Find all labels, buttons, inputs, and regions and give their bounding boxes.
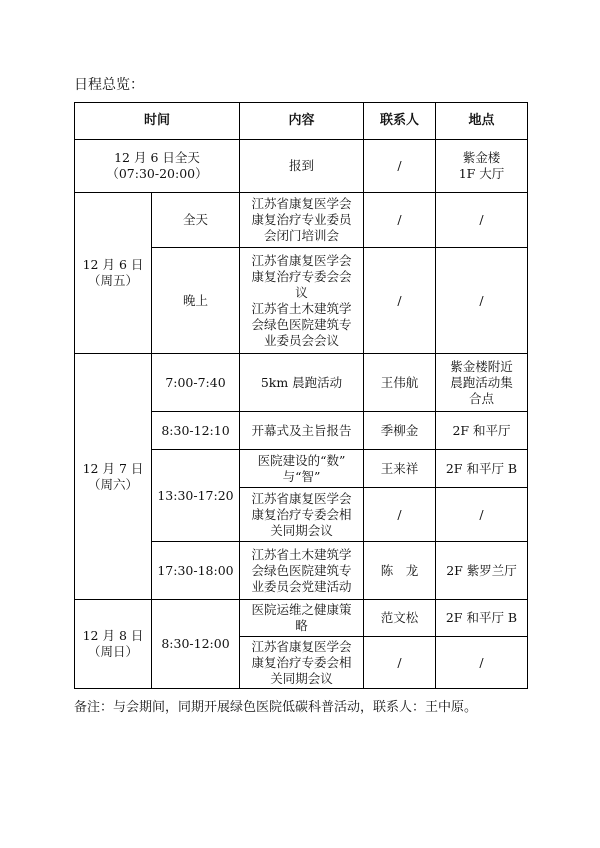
content-line: 会闭门培训会 — [263, 228, 339, 243]
time-cell: 8:30-12:10 — [152, 412, 240, 450]
content-line: 江苏省土木建筑学 — [251, 546, 352, 562]
content-line: 关同期会议 — [270, 670, 333, 686]
content-line: 关同期会议 — [270, 522, 333, 538]
location-cell: 2F 紫罗兰厅 — [436, 542, 528, 600]
content-cell — [240, 488, 364, 542]
header-content: 内容 — [240, 103, 364, 140]
date-line: （周日） — [87, 644, 138, 659]
content-line: 医院运维之健康策 — [251, 602, 352, 617]
contact-cell: 范文松 — [364, 600, 436, 637]
date-line: 12 月 6 日 — [82, 257, 144, 272]
content-line: 江苏省康复医学会 — [251, 252, 352, 268]
content-line: 江苏省康复医学会 — [251, 638, 352, 654]
date-line: （周五） — [87, 273, 138, 288]
time-line: （07:30-20:00） — [106, 166, 208, 181]
contact-cell: 陈 龙 — [364, 542, 436, 600]
table-header-row — [75, 103, 528, 140]
content-line: 康复治疗专委会相 — [251, 506, 352, 522]
content-cell — [240, 542, 364, 600]
content-line: 会绿色医院建筑专 — [251, 562, 352, 578]
date-cell — [75, 354, 152, 600]
date-cell — [75, 600, 152, 689]
time-cell: 13:30-17:20 — [152, 450, 240, 542]
content-line: 业委员会党建活动 — [251, 578, 352, 594]
schedule-table — [74, 102, 528, 689]
location-line: 合点 — [468, 390, 494, 406]
table-row — [75, 140, 528, 193]
time-cell: 17:30-18:00 — [152, 542, 240, 600]
location-cell — [436, 140, 528, 193]
table-row — [75, 600, 528, 637]
date-line: 12 月 8 日 — [82, 628, 144, 643]
location-cell: / — [436, 248, 528, 354]
location-cell — [436, 354, 528, 412]
time-cell: 7:00-7:40 — [152, 354, 240, 412]
time-cell: 全天 — [152, 193, 240, 248]
contact-cell: 王伟航 — [364, 354, 436, 412]
footnote: 备注：与会期间，同期开展绿色医院低碳科普活动，联系人：王中原。 — [74, 700, 478, 715]
content-cell — [240, 450, 364, 488]
content-cell — [240, 193, 364, 248]
location-line: 晨跑活动集 — [450, 374, 513, 390]
contact-cell: / — [364, 248, 436, 354]
location-cell: / — [436, 637, 528, 689]
content-line: 江苏省康复医学会 — [251, 490, 352, 506]
contact-cell: / — [364, 140, 436, 193]
table-row — [75, 193, 528, 248]
content-line: 康复治疗专委会相 — [251, 654, 352, 670]
table-row — [75, 354, 528, 412]
date-line: （周六） — [87, 476, 138, 492]
location-cell: / — [436, 488, 528, 542]
contact-cell: / — [364, 193, 436, 248]
content-line: 与“智” — [282, 468, 321, 484]
content-line: 江苏省土木建筑学 — [251, 300, 352, 316]
content-line: 业委员会会议 — [263, 332, 339, 348]
contact-cell: / — [364, 488, 436, 542]
content-line: 康复治疗专业委员 — [251, 212, 352, 227]
location-line: 1F 大厅 — [458, 166, 505, 181]
contact-cell: 王来祥 — [364, 450, 436, 488]
header-contact: 联系人 — [364, 103, 436, 140]
content-line: 康复治疗专委会会 — [251, 268, 352, 284]
location-cell: / — [436, 193, 528, 248]
location-cell: 2F 和平厅 B — [436, 450, 528, 488]
time-cell — [75, 140, 240, 193]
header-location: 地点 — [436, 103, 528, 140]
contact-cell: / — [364, 637, 436, 689]
content-cell: 报到 — [240, 140, 364, 193]
content-line: 会绿色医院建筑专 — [251, 316, 352, 332]
content-line: 江苏省康复医学会 — [251, 196, 352, 211]
contact-cell: 季柳金 — [364, 412, 436, 450]
location-cell: 2F 和平厅 B — [436, 600, 528, 637]
date-line: 12 月 7 日 — [82, 460, 144, 476]
time-cell: 8:30-12:00 — [152, 600, 240, 689]
content-cell — [240, 600, 364, 637]
content-cell: 开幕式及主旨报告 — [240, 412, 364, 450]
location-line: 紫金楼附近 — [450, 358, 513, 374]
header-time: 时间 — [75, 103, 240, 140]
content-line: 医院建设的“数” — [257, 452, 346, 468]
time-cell: 晚上 — [152, 248, 240, 354]
location-cell: 2F 和平厅 — [436, 412, 528, 450]
location-line: 紫金楼 — [462, 150, 501, 165]
content-cell — [240, 248, 364, 354]
time-line: 12 月 6 日全天 — [114, 150, 200, 165]
content-line: 议 — [295, 284, 308, 300]
content-cell: 5km 晨跑活动 — [240, 354, 364, 412]
date-cell — [75, 193, 152, 354]
content-line: 略 — [295, 618, 308, 633]
content-cell — [240, 637, 364, 689]
schedule-heading: 日程总览： — [74, 77, 144, 93]
